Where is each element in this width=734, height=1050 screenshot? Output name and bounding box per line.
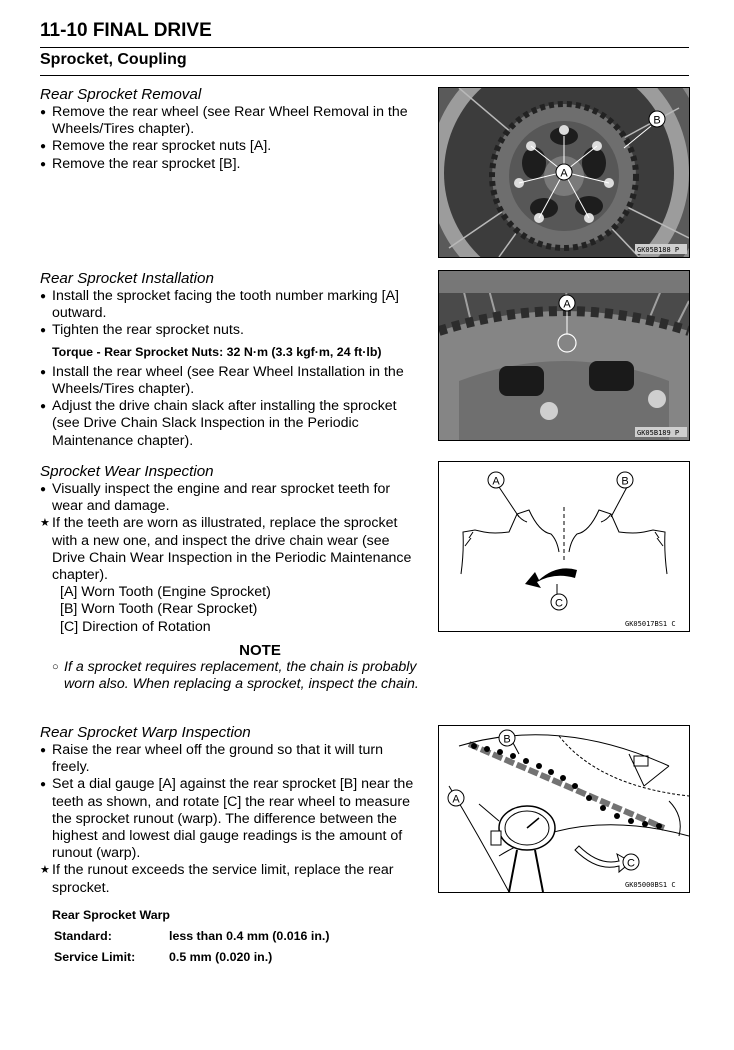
installation-step: ● Tighten the rear sprocket nuts. <box>40 322 420 339</box>
warp-title: Rear Sprocket Warp Inspection <box>40 724 251 741</box>
spec-label: Service Limit: <box>54 950 136 964</box>
section-subtitle: Sprocket, Coupling <box>40 51 187 68</box>
figure-code: GK05B189 P <box>637 429 680 437</box>
installation-step: ● Install the rear wheel (see Rear Wheel Installation in the Wheels/Tires chapter). <box>40 364 420 398</box>
callout-label: B <box>653 114 661 127</box>
warp-figure <box>438 725 690 893</box>
spec-value: 0.5 mm (0.020 in.) <box>169 950 273 964</box>
callout-label: A <box>560 167 568 180</box>
callout-label: B <box>503 733 511 746</box>
spec-value: less than 0.4 mm (0.016 in.) <box>169 929 330 943</box>
wear-step: ● Visually inspect the engine and rear sprocket teeth for wear and damage. <box>40 481 420 515</box>
removal-step: ● Remove the rear wheel (see Rear Wheel Removal in the Wheels/Tires chapter). <box>40 104 420 138</box>
warp-section <box>40 724 420 897</box>
callout-label: B <box>621 475 629 488</box>
installation-section <box>40 270 420 450</box>
header-rule <box>40 75 689 76</box>
callout-label: A <box>452 793 460 806</box>
installation-figure <box>438 270 690 441</box>
figure-code: GK05000BS1 C <box>625 881 676 889</box>
callout-label: C <box>555 597 563 610</box>
label-a-callout <box>488 472 504 488</box>
note-text: ○ If a sprocket requires replacement, the chain is probably worn also. When replacing a sprocket, inspect the chain. <box>40 659 420 693</box>
warp-condition: ★ If the runout exceeds the service limit, replace the rear sprocket. <box>40 862 420 896</box>
legend-item: [C] Direction of Rotation <box>60 618 211 635</box>
wear-figure <box>438 461 690 632</box>
label-a-callout <box>559 295 575 311</box>
warp-spec <box>40 905 420 968</box>
removal-figure <box>438 87 690 258</box>
label-b-callout <box>617 472 633 488</box>
figure-code: GK05B188 P <box>637 246 680 254</box>
removal-section <box>40 86 420 173</box>
removal-title: Rear Sprocket Removal <box>40 86 202 103</box>
torque-spec: Torque - Rear Sprocket Nuts: 32 N·m (3.3 kgf·m, 24 ft·lb) <box>52 344 382 359</box>
warp-step: ● Raise the rear wheel off the ground so that it will turn freely. <box>40 742 420 776</box>
header-rule <box>40 47 689 48</box>
figure-code: GK05017BS1 C <box>625 620 676 628</box>
removal-step: ● Remove the rear sprocket nuts [A]. <box>40 138 420 155</box>
label-a-callout <box>556 164 572 180</box>
wear-section <box>40 463 420 693</box>
callout-label: A <box>492 475 500 488</box>
spec-label: Standard: <box>54 929 112 943</box>
page-title: 11-10 FINAL DRIVE <box>40 20 212 41</box>
label-c-callout <box>551 594 567 610</box>
spec-title: Rear Sprocket Warp <box>52 908 170 922</box>
callout-label: C <box>627 857 635 870</box>
legend-item: [A] Worn Tooth (Engine Sprocket) <box>60 584 271 601</box>
label-b-callout <box>649 111 665 127</box>
callout-label: A <box>563 298 571 311</box>
note-title: NOTE <box>239 641 281 659</box>
label-b-callout <box>499 730 515 746</box>
warp-step: ● Set a dial gauge [A] against the rear sprocket [B] near the teeth as shown, and rotate [C] the rear wheel to measure the sprocket runout (warp). The difference between the highest and lowest dial gauge readings is the amount of runout (warp). <box>40 776 420 862</box>
legend-item: [B] Worn Tooth (Rear Sprocket) <box>60 601 258 618</box>
wear-condition: ★ If the teeth are worn as illustrated, replace the sprocket with a new one, and inspect the drive chain wear (see Drive Chain Wear Inspection in the Periodic Maintenance chapter). <box>40 515 420 584</box>
removal-step: ● Remove the rear sprocket [B]. <box>40 156 420 173</box>
installation-step: ● Install the sprocket facing the tooth number marking [A] outward. <box>40 288 420 322</box>
installation-title: Rear Sprocket Installation <box>40 270 214 287</box>
wear-title: Sprocket Wear Inspection <box>40 463 214 480</box>
label-c-callout <box>623 854 639 870</box>
label-a-callout <box>448 790 464 806</box>
installation-step: ● Adjust the drive chain slack after installing the sprocket (see Drive Chain Slack Inspection in the Periodic Maintenance chapter). <box>40 398 420 450</box>
